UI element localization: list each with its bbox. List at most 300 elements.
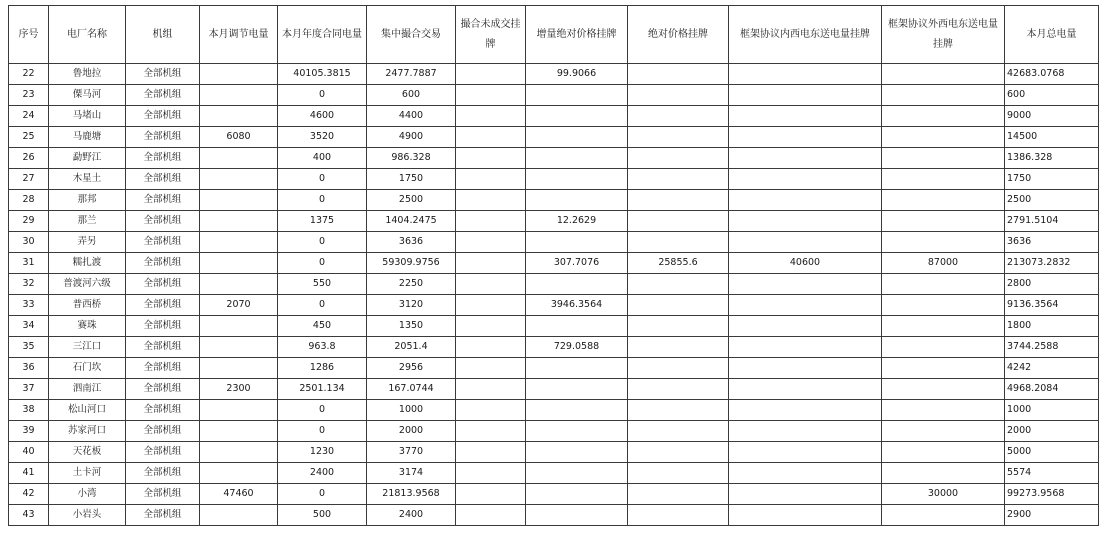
cell-framework-outside-listing bbox=[882, 379, 1005, 400]
cell-monthly-adjustment: 2070 bbox=[200, 295, 278, 316]
cell-absolute-price-listing bbox=[628, 211, 729, 232]
table-row bbox=[9, 211, 1099, 232]
table-row bbox=[9, 484, 1099, 505]
cell-framework-outside-listing bbox=[882, 400, 1005, 421]
cell-monthly-total: 14500 bbox=[1005, 127, 1099, 148]
cell-monthly-total: 2500 bbox=[1005, 190, 1099, 211]
cell-framework-inside-listing bbox=[729, 463, 882, 484]
table-row bbox=[9, 442, 1099, 463]
cell-centralized-matching: 2477.7887 bbox=[367, 64, 456, 85]
table-row bbox=[9, 253, 1099, 274]
cell-framework-inside-listing bbox=[729, 484, 882, 505]
cell-monthly-adjustment bbox=[200, 64, 278, 85]
cell-annual-contract: 0 bbox=[278, 85, 367, 106]
cell-plant-name: 木星土 bbox=[49, 169, 126, 190]
cell-unit: 全部机组 bbox=[126, 190, 200, 211]
cell-incremental-absolute-listing bbox=[526, 379, 628, 400]
header-incremental-absolute-listing: 增量绝对价格挂牌 bbox=[526, 6, 628, 64]
cell-incremental-absolute-listing bbox=[526, 169, 628, 190]
cell-absolute-price-listing: 25855.6 bbox=[628, 253, 729, 274]
cell-monthly-adjustment: 2300 bbox=[200, 379, 278, 400]
cell-unmatched-listing bbox=[456, 484, 526, 505]
cell-incremental-absolute-listing bbox=[526, 148, 628, 169]
cell-plant-name: 三江口 bbox=[49, 337, 126, 358]
cell-unit: 全部机组 bbox=[126, 400, 200, 421]
cell-absolute-price-listing bbox=[628, 400, 729, 421]
cell-framework-inside-listing bbox=[729, 379, 882, 400]
cell-seq: 24 bbox=[9, 106, 49, 127]
cell-absolute-price-listing bbox=[628, 316, 729, 337]
cell-annual-contract: 450 bbox=[278, 316, 367, 337]
cell-centralized-matching: 21813.9568 bbox=[367, 484, 456, 505]
cell-monthly-total: 3636 bbox=[1005, 232, 1099, 253]
cell-seq: 29 bbox=[9, 211, 49, 232]
cell-unit: 全部机组 bbox=[126, 127, 200, 148]
cell-unmatched-listing bbox=[456, 106, 526, 127]
cell-framework-inside-listing: 40600 bbox=[729, 253, 882, 274]
cell-seq: 36 bbox=[9, 358, 49, 379]
cell-framework-outside-listing bbox=[882, 148, 1005, 169]
cell-framework-outside-listing bbox=[882, 295, 1005, 316]
table-row bbox=[9, 295, 1099, 316]
cell-unit: 全部机组 bbox=[126, 232, 200, 253]
table-row bbox=[9, 106, 1099, 127]
cell-plant-name: 那兰 bbox=[49, 211, 126, 232]
cell-annual-contract: 40105.3815 bbox=[278, 64, 367, 85]
cell-monthly-adjustment bbox=[200, 253, 278, 274]
cell-unit: 全部机组 bbox=[126, 379, 200, 400]
cell-plant-name: 马堵山 bbox=[49, 106, 126, 127]
table-row bbox=[9, 421, 1099, 442]
table-row bbox=[9, 337, 1099, 358]
cell-monthly-total: 600 bbox=[1005, 85, 1099, 106]
cell-absolute-price-listing bbox=[628, 484, 729, 505]
cell-unmatched-listing bbox=[456, 316, 526, 337]
cell-annual-contract: 4600 bbox=[278, 106, 367, 127]
cell-monthly-total: 99273.9568 bbox=[1005, 484, 1099, 505]
cell-monthly-total: 213073.2832 bbox=[1005, 253, 1099, 274]
cell-incremental-absolute-listing: 3946.3564 bbox=[526, 295, 628, 316]
cell-incremental-absolute-listing: 307.7076 bbox=[526, 253, 628, 274]
cell-unit: 全部机组 bbox=[126, 337, 200, 358]
cell-annual-contract: 0 bbox=[278, 421, 367, 442]
cell-annual-contract: 0 bbox=[278, 190, 367, 211]
cell-plant-name: 苏家河口 bbox=[49, 421, 126, 442]
cell-centralized-matching: 2250 bbox=[367, 274, 456, 295]
cell-incremental-absolute-listing bbox=[526, 400, 628, 421]
cell-unmatched-listing bbox=[456, 169, 526, 190]
cell-absolute-price-listing bbox=[628, 295, 729, 316]
cell-incremental-absolute-listing bbox=[526, 442, 628, 463]
cell-absolute-price-listing bbox=[628, 421, 729, 442]
cell-plant-name: 松山河口 bbox=[49, 400, 126, 421]
cell-monthly-total: 4242 bbox=[1005, 358, 1099, 379]
cell-unit: 全部机组 bbox=[126, 169, 200, 190]
cell-unmatched-listing bbox=[456, 505, 526, 526]
cell-unit: 全部机组 bbox=[126, 316, 200, 337]
cell-plant-name: 小湾 bbox=[49, 484, 126, 505]
cell-seq: 34 bbox=[9, 316, 49, 337]
cell-annual-contract: 0 bbox=[278, 232, 367, 253]
cell-monthly-total: 1800 bbox=[1005, 316, 1099, 337]
cell-unmatched-listing bbox=[456, 337, 526, 358]
cell-incremental-absolute-listing: 12.2629 bbox=[526, 211, 628, 232]
cell-framework-inside-listing bbox=[729, 85, 882, 106]
cell-seq: 35 bbox=[9, 337, 49, 358]
cell-framework-inside-listing bbox=[729, 316, 882, 337]
power-allocation-sheet bbox=[8, 5, 1098, 526]
cell-unit: 全部机组 bbox=[126, 211, 200, 232]
cell-monthly-adjustment bbox=[200, 505, 278, 526]
cell-unit: 全部机组 bbox=[126, 253, 200, 274]
cell-unmatched-listing bbox=[456, 442, 526, 463]
cell-unmatched-listing bbox=[456, 421, 526, 442]
table-row bbox=[9, 190, 1099, 211]
cell-centralized-matching: 1350 bbox=[367, 316, 456, 337]
cell-absolute-price-listing bbox=[628, 85, 729, 106]
cell-plant-name: 糯扎渡 bbox=[49, 253, 126, 274]
power-allocation-table bbox=[8, 5, 1099, 526]
table-row bbox=[9, 463, 1099, 484]
cell-unmatched-listing bbox=[456, 463, 526, 484]
table-row bbox=[9, 358, 1099, 379]
cell-absolute-price-listing bbox=[628, 127, 729, 148]
header-absolute-price-listing: 绝对价格挂牌 bbox=[628, 6, 729, 64]
cell-centralized-matching: 2051.4 bbox=[367, 337, 456, 358]
cell-monthly-adjustment bbox=[200, 274, 278, 295]
cell-centralized-matching: 3770 bbox=[367, 442, 456, 463]
cell-framework-outside-listing bbox=[882, 463, 1005, 484]
cell-annual-contract: 1286 bbox=[278, 358, 367, 379]
cell-plant-name: 那邦 bbox=[49, 190, 126, 211]
cell-seq: 41 bbox=[9, 463, 49, 484]
header-centralized-matching: 集中撮合交易 bbox=[367, 6, 456, 64]
cell-centralized-matching: 4400 bbox=[367, 106, 456, 127]
cell-annual-contract: 2501.134 bbox=[278, 379, 367, 400]
cell-unit: 全部机组 bbox=[126, 295, 200, 316]
cell-seq: 43 bbox=[9, 505, 49, 526]
cell-monthly-total: 2800 bbox=[1005, 274, 1099, 295]
cell-seq: 25 bbox=[9, 127, 49, 148]
cell-plant-name: 天花板 bbox=[49, 442, 126, 463]
cell-annual-contract: 500 bbox=[278, 505, 367, 526]
table-row bbox=[9, 400, 1099, 421]
header-framework-outside-listing: 框架协议外西电东送电量挂牌 bbox=[882, 6, 1005, 64]
cell-framework-inside-listing bbox=[729, 211, 882, 232]
cell-seq: 23 bbox=[9, 85, 49, 106]
cell-plant-name: 弄另 bbox=[49, 232, 126, 253]
cell-framework-inside-listing bbox=[729, 148, 882, 169]
cell-incremental-absolute-listing bbox=[526, 463, 628, 484]
cell-unmatched-listing bbox=[456, 274, 526, 295]
cell-plant-name: 鲁地拉 bbox=[49, 64, 126, 85]
cell-unmatched-listing bbox=[456, 232, 526, 253]
cell-unmatched-listing bbox=[456, 85, 526, 106]
cell-framework-inside-listing bbox=[729, 169, 882, 190]
cell-unit: 全部机组 bbox=[126, 463, 200, 484]
cell-monthly-total: 2000 bbox=[1005, 421, 1099, 442]
cell-monthly-adjustment bbox=[200, 106, 278, 127]
cell-seq: 42 bbox=[9, 484, 49, 505]
cell-unmatched-listing bbox=[456, 64, 526, 85]
cell-incremental-absolute-listing bbox=[526, 232, 628, 253]
cell-plant-name: 普西桥 bbox=[49, 295, 126, 316]
table-row bbox=[9, 64, 1099, 85]
cell-incremental-absolute-listing bbox=[526, 358, 628, 379]
cell-absolute-price-listing bbox=[628, 190, 729, 211]
cell-framework-inside-listing bbox=[729, 127, 882, 148]
table-row bbox=[9, 379, 1099, 400]
cell-incremental-absolute-listing: 99.9066 bbox=[526, 64, 628, 85]
cell-centralized-matching: 3174 bbox=[367, 463, 456, 484]
cell-annual-contract: 2400 bbox=[278, 463, 367, 484]
cell-unit: 全部机组 bbox=[126, 358, 200, 379]
cell-unit: 全部机组 bbox=[126, 85, 200, 106]
cell-plant-name: 石门坎 bbox=[49, 358, 126, 379]
cell-unmatched-listing bbox=[456, 127, 526, 148]
cell-absolute-price-listing bbox=[628, 442, 729, 463]
header-seq: 序号 bbox=[9, 6, 49, 64]
cell-annual-contract: 3520 bbox=[278, 127, 367, 148]
cell-incremental-absolute-listing bbox=[526, 316, 628, 337]
table-row bbox=[9, 127, 1099, 148]
cell-unmatched-listing bbox=[456, 400, 526, 421]
cell-unit: 全部机组 bbox=[126, 148, 200, 169]
header-framework-inside-listing: 框架协议内西电东送电量挂牌 bbox=[729, 6, 882, 64]
cell-framework-inside-listing bbox=[729, 421, 882, 442]
cell-unmatched-listing bbox=[456, 253, 526, 274]
cell-centralized-matching: 2500 bbox=[367, 190, 456, 211]
cell-centralized-matching: 3120 bbox=[367, 295, 456, 316]
cell-plant-name: 勐野江 bbox=[49, 148, 126, 169]
cell-framework-inside-listing bbox=[729, 358, 882, 379]
header-row bbox=[9, 6, 1099, 64]
cell-framework-inside-listing bbox=[729, 106, 882, 127]
cell-unit: 全部机组 bbox=[126, 421, 200, 442]
table-row bbox=[9, 169, 1099, 190]
cell-annual-contract: 0 bbox=[278, 400, 367, 421]
cell-framework-outside-listing bbox=[882, 232, 1005, 253]
cell-absolute-price-listing bbox=[628, 358, 729, 379]
table-row bbox=[9, 505, 1099, 526]
cell-monthly-total: 3744.2588 bbox=[1005, 337, 1099, 358]
cell-centralized-matching: 4900 bbox=[367, 127, 456, 148]
cell-monthly-total: 1000 bbox=[1005, 400, 1099, 421]
cell-plant-name: 泗南江 bbox=[49, 379, 126, 400]
cell-framework-outside-listing bbox=[882, 106, 1005, 127]
cell-seq: 40 bbox=[9, 442, 49, 463]
cell-framework-outside-listing bbox=[882, 505, 1005, 526]
cell-incremental-absolute-listing bbox=[526, 274, 628, 295]
cell-centralized-matching: 2000 bbox=[367, 421, 456, 442]
cell-framework-inside-listing bbox=[729, 274, 882, 295]
table-row bbox=[9, 232, 1099, 253]
cell-unmatched-listing bbox=[456, 211, 526, 232]
cell-unit: 全部机组 bbox=[126, 64, 200, 85]
header-plant-name: 电厂名称 bbox=[49, 6, 126, 64]
cell-monthly-total: 4968.2084 bbox=[1005, 379, 1099, 400]
cell-incremental-absolute-listing bbox=[526, 190, 628, 211]
cell-incremental-absolute-listing: 729.0588 bbox=[526, 337, 628, 358]
cell-plant-name: 土卡河 bbox=[49, 463, 126, 484]
cell-unmatched-listing bbox=[456, 295, 526, 316]
cell-annual-contract: 1375 bbox=[278, 211, 367, 232]
cell-monthly-adjustment bbox=[200, 421, 278, 442]
cell-framework-outside-listing bbox=[882, 211, 1005, 232]
cell-seq: 32 bbox=[9, 274, 49, 295]
cell-plant-name: 傈马河 bbox=[49, 85, 126, 106]
cell-monthly-adjustment bbox=[200, 169, 278, 190]
cell-monthly-total: 42683.0768 bbox=[1005, 64, 1099, 85]
cell-framework-outside-listing: 87000 bbox=[882, 253, 1005, 274]
cell-framework-outside-listing bbox=[882, 190, 1005, 211]
table-body bbox=[9, 64, 1099, 526]
table-row bbox=[9, 316, 1099, 337]
cell-monthly-total: 5574 bbox=[1005, 463, 1099, 484]
cell-annual-contract: 0 bbox=[278, 169, 367, 190]
cell-unit: 全部机组 bbox=[126, 484, 200, 505]
cell-centralized-matching: 986.328 bbox=[367, 148, 456, 169]
cell-framework-inside-listing bbox=[729, 64, 882, 85]
cell-absolute-price-listing bbox=[628, 274, 729, 295]
cell-framework-inside-listing bbox=[729, 232, 882, 253]
cell-absolute-price-listing bbox=[628, 169, 729, 190]
cell-framework-outside-listing bbox=[882, 337, 1005, 358]
cell-seq: 28 bbox=[9, 190, 49, 211]
cell-seq: 22 bbox=[9, 64, 49, 85]
cell-unit: 全部机组 bbox=[126, 274, 200, 295]
cell-framework-outside-listing bbox=[882, 421, 1005, 442]
cell-framework-inside-listing bbox=[729, 295, 882, 316]
cell-monthly-adjustment: 47460 bbox=[200, 484, 278, 505]
cell-incremental-absolute-listing bbox=[526, 421, 628, 442]
cell-framework-outside-listing bbox=[882, 358, 1005, 379]
cell-unmatched-listing bbox=[456, 190, 526, 211]
cell-unmatched-listing bbox=[456, 358, 526, 379]
cell-monthly-adjustment bbox=[200, 148, 278, 169]
cell-seq: 37 bbox=[9, 379, 49, 400]
cell-absolute-price-listing bbox=[628, 232, 729, 253]
cell-framework-outside-listing bbox=[882, 169, 1005, 190]
header-monthly-total: 本月总电量 bbox=[1005, 6, 1099, 64]
cell-centralized-matching: 2956 bbox=[367, 358, 456, 379]
cell-monthly-adjustment: 6080 bbox=[200, 127, 278, 148]
cell-annual-contract: 963.8 bbox=[278, 337, 367, 358]
cell-annual-contract: 550 bbox=[278, 274, 367, 295]
cell-framework-outside-listing bbox=[882, 316, 1005, 337]
cell-monthly-total: 1386.328 bbox=[1005, 148, 1099, 169]
cell-centralized-matching: 1750 bbox=[367, 169, 456, 190]
cell-monthly-adjustment bbox=[200, 400, 278, 421]
cell-seq: 26 bbox=[9, 148, 49, 169]
cell-seq: 39 bbox=[9, 421, 49, 442]
table-row bbox=[9, 85, 1099, 106]
cell-centralized-matching: 3636 bbox=[367, 232, 456, 253]
cell-unit: 全部机组 bbox=[126, 106, 200, 127]
cell-monthly-adjustment bbox=[200, 316, 278, 337]
cell-framework-inside-listing bbox=[729, 442, 882, 463]
cell-framework-outside-listing bbox=[882, 85, 1005, 106]
cell-incremental-absolute-listing bbox=[526, 505, 628, 526]
cell-monthly-adjustment bbox=[200, 337, 278, 358]
cell-centralized-matching: 1000 bbox=[367, 400, 456, 421]
cell-incremental-absolute-listing bbox=[526, 127, 628, 148]
cell-seq: 31 bbox=[9, 253, 49, 274]
cell-annual-contract: 0 bbox=[278, 253, 367, 274]
cell-monthly-total: 5000 bbox=[1005, 442, 1099, 463]
cell-centralized-matching: 167.0744 bbox=[367, 379, 456, 400]
table-header bbox=[9, 6, 1099, 64]
cell-framework-inside-listing bbox=[729, 190, 882, 211]
cell-plant-name: 赛珠 bbox=[49, 316, 126, 337]
cell-absolute-price-listing bbox=[628, 463, 729, 484]
cell-absolute-price-listing bbox=[628, 379, 729, 400]
cell-monthly-total: 2900 bbox=[1005, 505, 1099, 526]
cell-framework-inside-listing bbox=[729, 505, 882, 526]
cell-absolute-price-listing bbox=[628, 148, 729, 169]
cell-plant-name: 马鹿塘 bbox=[49, 127, 126, 148]
cell-monthly-total: 9136.3564 bbox=[1005, 295, 1099, 316]
cell-framework-outside-listing bbox=[882, 442, 1005, 463]
cell-unit: 全部机组 bbox=[126, 505, 200, 526]
cell-plant-name: 小岩头 bbox=[49, 505, 126, 526]
cell-centralized-matching: 59309.9756 bbox=[367, 253, 456, 274]
cell-incremental-absolute-listing bbox=[526, 85, 628, 106]
cell-seq: 38 bbox=[9, 400, 49, 421]
cell-seq: 27 bbox=[9, 169, 49, 190]
cell-monthly-adjustment bbox=[200, 211, 278, 232]
cell-monthly-total: 1750 bbox=[1005, 169, 1099, 190]
cell-monthly-adjustment bbox=[200, 442, 278, 463]
cell-absolute-price-listing bbox=[628, 106, 729, 127]
cell-monthly-adjustment bbox=[200, 358, 278, 379]
cell-framework-outside-listing bbox=[882, 274, 1005, 295]
cell-seq: 30 bbox=[9, 232, 49, 253]
cell-annual-contract: 1230 bbox=[278, 442, 367, 463]
table-row bbox=[9, 148, 1099, 169]
cell-absolute-price-listing bbox=[628, 337, 729, 358]
cell-unit: 全部机组 bbox=[126, 442, 200, 463]
cell-absolute-price-listing bbox=[628, 505, 729, 526]
cell-framework-outside-listing: 30000 bbox=[882, 484, 1005, 505]
cell-seq: 33 bbox=[9, 295, 49, 316]
cell-plant-name: 普渡河六级 bbox=[49, 274, 126, 295]
header-annual-contract: 本月年度合同电量 bbox=[278, 6, 367, 64]
cell-absolute-price-listing bbox=[628, 64, 729, 85]
cell-unmatched-listing bbox=[456, 379, 526, 400]
cell-framework-inside-listing bbox=[729, 337, 882, 358]
cell-incremental-absolute-listing bbox=[526, 106, 628, 127]
cell-unmatched-listing bbox=[456, 148, 526, 169]
cell-monthly-adjustment bbox=[200, 190, 278, 211]
cell-monthly-adjustment bbox=[200, 463, 278, 484]
table-row bbox=[9, 274, 1099, 295]
cell-annual-contract: 400 bbox=[278, 148, 367, 169]
cell-centralized-matching: 1404.2475 bbox=[367, 211, 456, 232]
cell-annual-contract: 0 bbox=[278, 295, 367, 316]
cell-monthly-adjustment bbox=[200, 232, 278, 253]
cell-centralized-matching: 600 bbox=[367, 85, 456, 106]
header-unmatched-listing: 撮合未成交挂牌 bbox=[456, 6, 526, 64]
cell-framework-outside-listing bbox=[882, 64, 1005, 85]
header-unit: 机组 bbox=[126, 6, 200, 64]
cell-framework-inside-listing bbox=[729, 400, 882, 421]
cell-monthly-adjustment bbox=[200, 85, 278, 106]
header-monthly-adjustment: 本月调节电量 bbox=[200, 6, 278, 64]
cell-monthly-total: 2791.5104 bbox=[1005, 211, 1099, 232]
cell-incremental-absolute-listing bbox=[526, 484, 628, 505]
cell-framework-outside-listing bbox=[882, 127, 1005, 148]
